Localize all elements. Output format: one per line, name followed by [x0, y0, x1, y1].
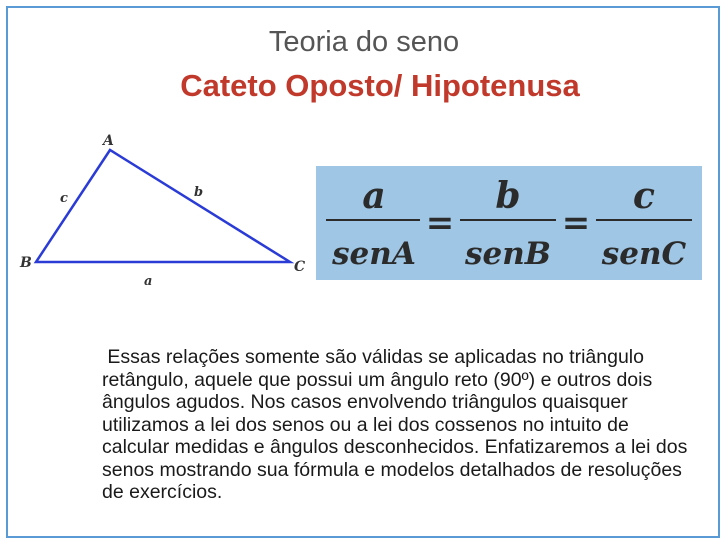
formula-denominator-senC: senC — [601, 236, 687, 272]
vertex-label-c: C — [294, 259, 306, 275]
side-label-c: c — [60, 191, 68, 206]
vertex-label-a: A — [103, 133, 114, 149]
formula-numerator-b: b — [495, 175, 521, 217]
slide-title: Teoria do seno — [268, 26, 460, 58]
equals-sign-1: = — [425, 203, 455, 243]
law-of-sines-formula — [316, 166, 702, 280]
vertex-label-b: B — [20, 255, 32, 271]
formula-numerator-c: c — [633, 175, 655, 217]
formula-numerator-a: a — [362, 175, 386, 217]
formula-denominator-senA: senA — [332, 236, 416, 272]
formula-denominator-senB: senB — [465, 236, 551, 272]
side-label-b: b — [194, 185, 204, 200]
body-paragraph: Essas relações somente são válidas se aplicadas no triângulo retângulo, aquele que possui um ângulo reto (90º) e outros dois ângulos agudos. Nos casos envolvendo triângulos quaisquer utilizamos a lei dos senos ou a lei dos cossenos no intuito de calcular medidas e ângulos desconhecidos. Enfatizaremos a lei dos senos mostrando sua fórmula e modelos detalhados de resoluções de exercícios. — [102, 346, 688, 503]
slide-subtitle: Cateto Oposto/ Hipotenusa — [180, 68, 580, 103]
side-label-a: a — [144, 274, 153, 288]
triangle-shape — [36, 150, 290, 262]
equals-sign-2: = — [561, 203, 591, 243]
triangle-diagram — [18, 128, 318, 288]
